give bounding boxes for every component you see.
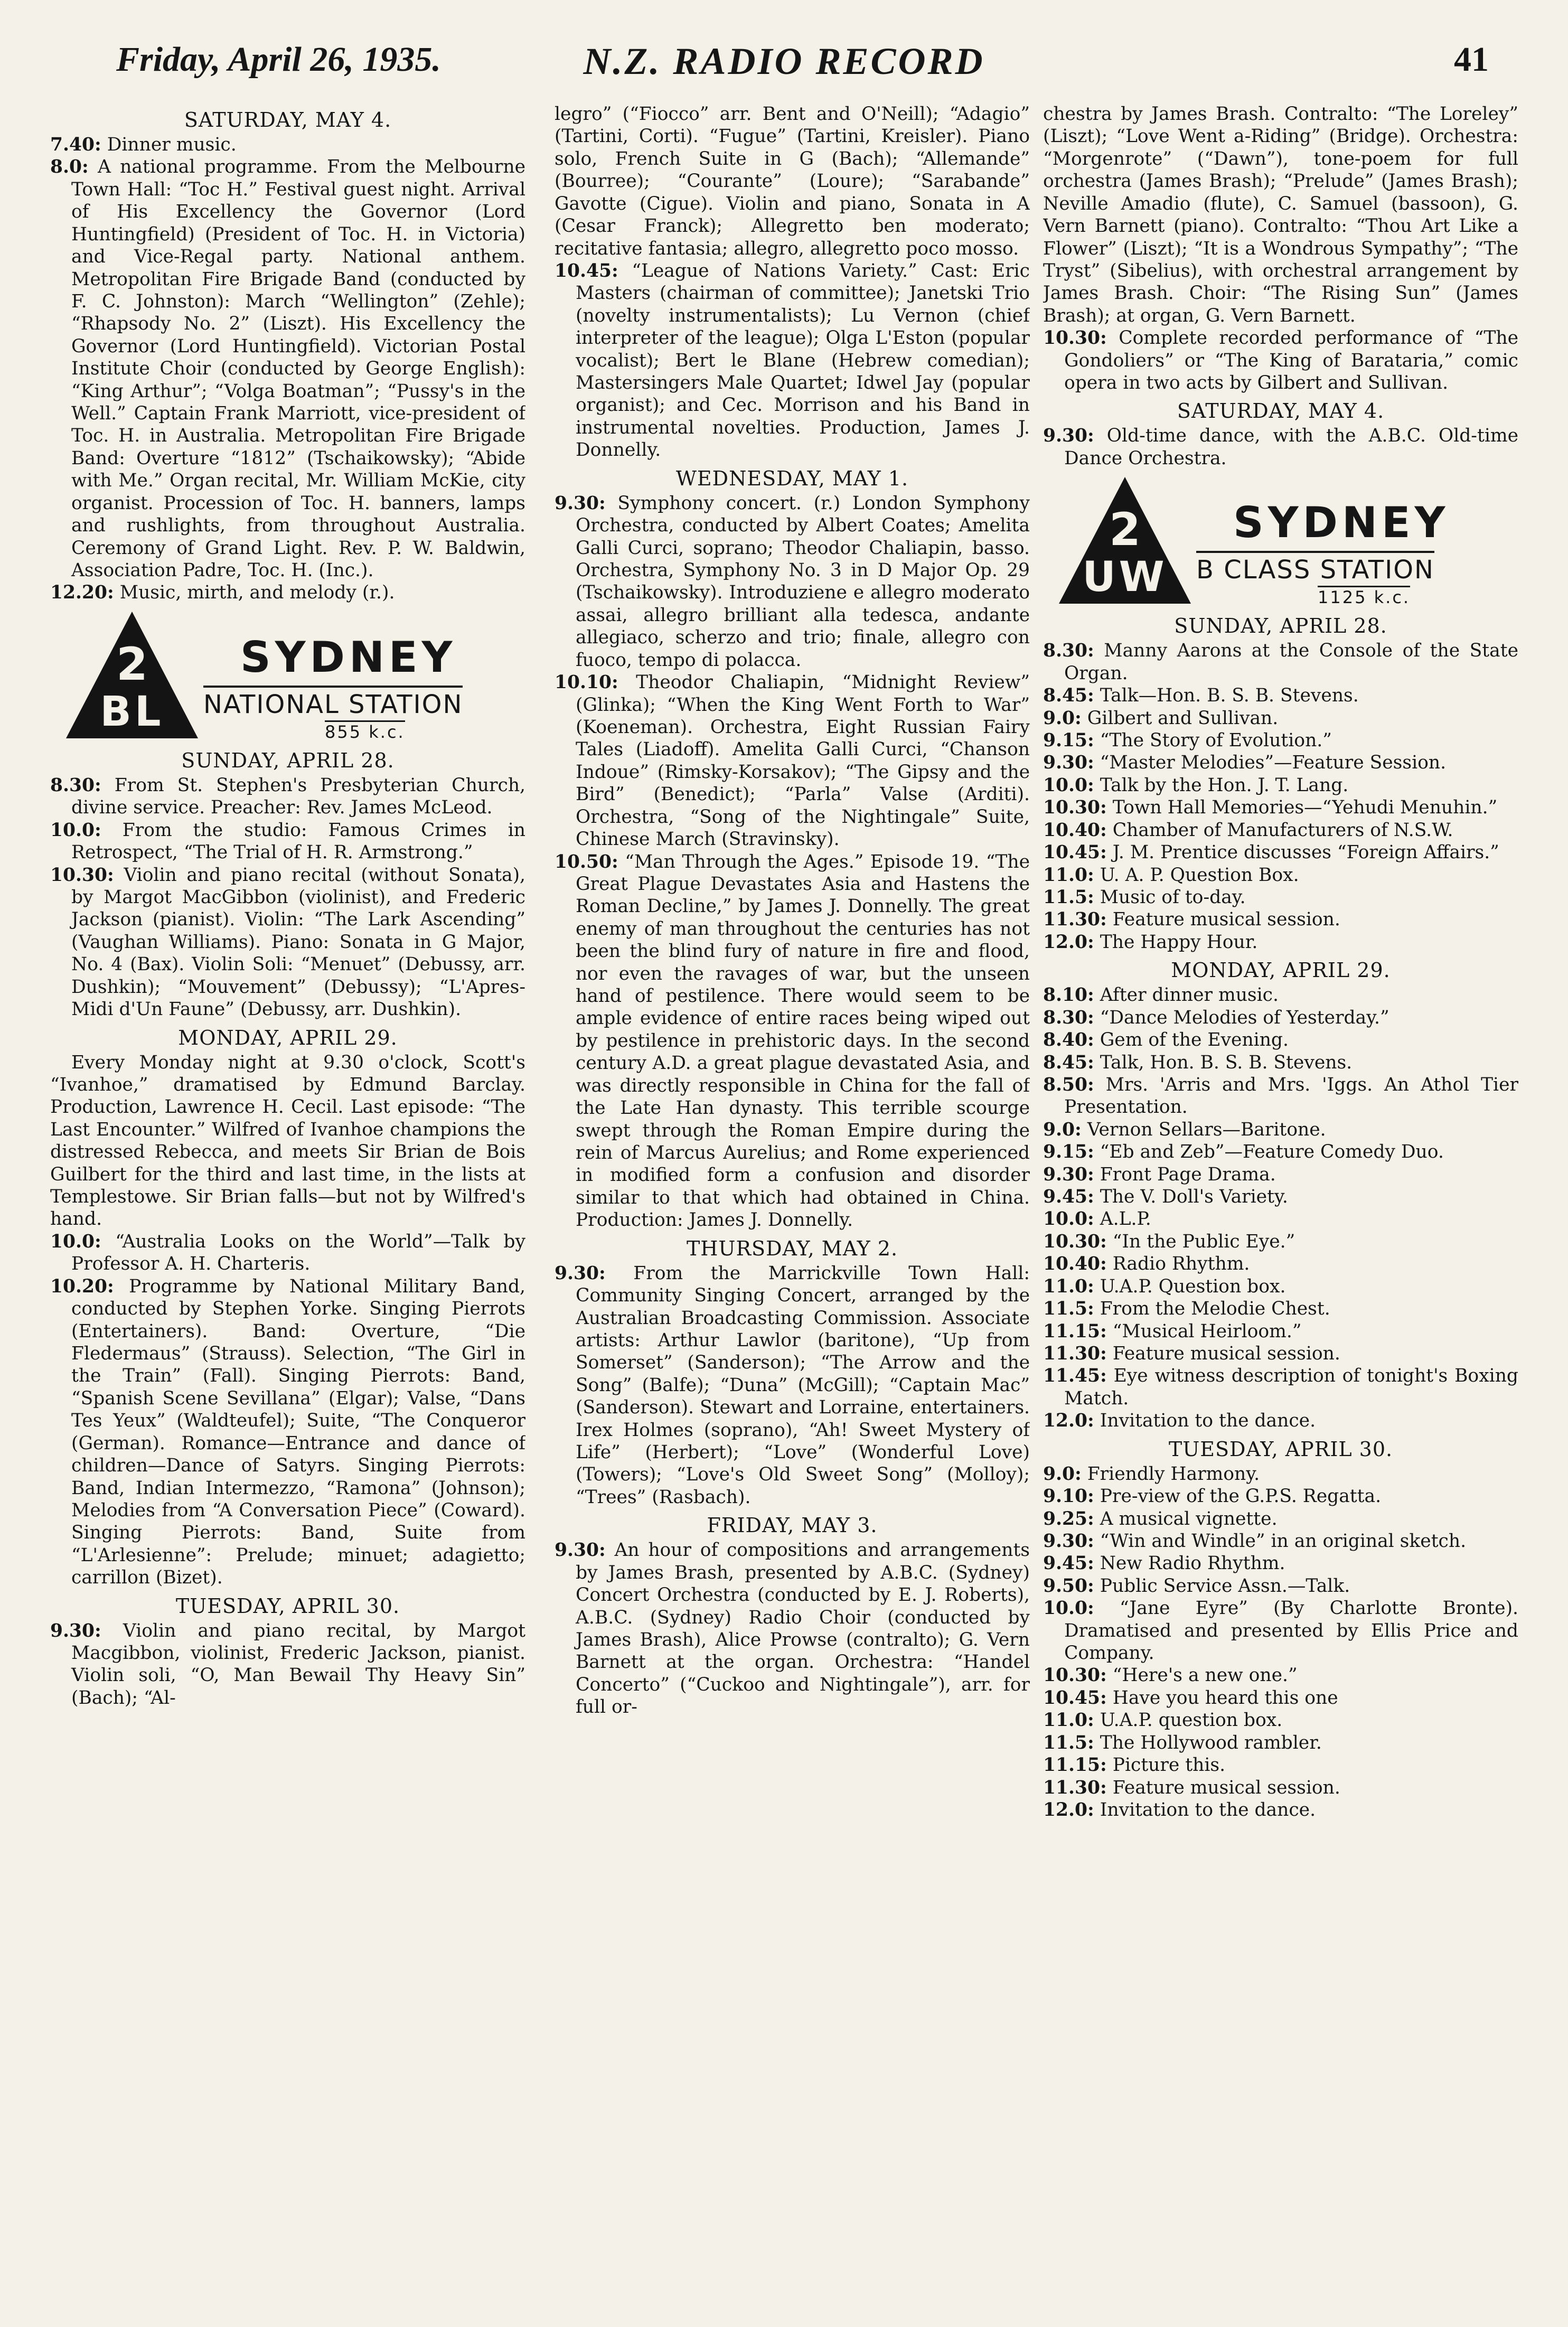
entry-time: 9.0: xyxy=(1043,1119,1082,1140)
programme-entry xyxy=(1043,729,1518,752)
programme-entry xyxy=(1043,1074,1518,1119)
entry-text: Talk—Hon. B. S. B. Stevens. xyxy=(1100,685,1359,707)
entry-time: 9.45: xyxy=(1043,1186,1094,1208)
entry-time: 9.30: xyxy=(50,1620,101,1641)
programme-entry xyxy=(1043,984,1518,1006)
entry-time: 9.30: xyxy=(1043,1530,1094,1552)
entry-time: 9.30: xyxy=(1043,752,1094,774)
entry-time: 8.30: xyxy=(50,774,101,796)
entry-time: 9.30: xyxy=(1043,425,1094,447)
entry-text: U.A.P. question box. xyxy=(1100,1710,1283,1731)
programme-entry xyxy=(1043,908,1518,931)
entry-time: 12.0: xyxy=(1043,1410,1094,1432)
entry-text: Eye witness description of tonight's Boxing Match. xyxy=(1064,1365,1518,1409)
station-callsign: UW xyxy=(1082,553,1168,602)
station-city: SYDNEY xyxy=(240,632,457,682)
entry-text: J. M. Prentice discusses “Foreign Affairs.” xyxy=(1112,842,1499,864)
entry-text: Music, mirth, and melody (r.). xyxy=(119,582,395,604)
entry-time: 10.10: xyxy=(555,672,618,693)
entry-text: Violin and piano recital, by Margot Macgibbon, violinist, Frederic Jackson, pianist. Violin soli, “O, Man Bewail Thy Heavy Sin” (Bach); “Al- xyxy=(71,1620,525,1709)
column-3 xyxy=(1043,103,1518,2305)
programme-entry xyxy=(555,671,1030,850)
entry-text: “League of Nations Variety.” Cast: Eric Masters (chairman of committee); Janetski Trio (novelty instrumentalists); Lu Vernon (chief interpreter of the league); Olga L'Eston (popular vocalist); Bert le Blane (Hebrew comedian); Mastersingers Male Quartet; Idwel Jay (popular organist); and Cec. Morrison and his Band in instrumental novelties. Production, James J. Donnelly. xyxy=(576,260,1030,461)
programme-entry xyxy=(555,1539,1030,1718)
programme-entry xyxy=(1043,1508,1518,1530)
day-heading: SUNDAY, APRIL 28. xyxy=(181,748,395,772)
entry-text: Feature musical session. xyxy=(1112,909,1340,931)
entry-time: 9.0: xyxy=(1043,1463,1082,1485)
day-heading: MONDAY, APRIL 29. xyxy=(1171,959,1391,982)
programme-entry xyxy=(1043,707,1518,729)
entry-time: 9.15: xyxy=(1043,730,1094,752)
programme-entry xyxy=(1043,1052,1518,1074)
day-heading: MONDAY, APRIL 29. xyxy=(178,1026,398,1049)
entry-time: 10.30: xyxy=(1043,1231,1107,1252)
entry-text: “The Story of Evolution.” xyxy=(1100,730,1332,752)
entry-time: 10.20: xyxy=(50,1275,114,1297)
programme-entry xyxy=(50,1275,525,1589)
programme-entry xyxy=(1043,1320,1518,1343)
entry-time: 11.15: xyxy=(1043,1754,1107,1776)
programme-entry xyxy=(1043,774,1518,796)
entry-text: Gilbert and Sullivan. xyxy=(1087,707,1279,729)
programme-entry xyxy=(1043,1664,1518,1686)
entry-time: 10.50: xyxy=(555,851,618,872)
programme-entry xyxy=(555,492,1030,671)
programme-entry xyxy=(1043,640,1518,684)
entry-time: 8.30: xyxy=(1043,1007,1094,1028)
entry-text: Radio Rhythm. xyxy=(1112,1253,1250,1275)
day-heading: SATURDAY, MAY 4. xyxy=(184,108,392,132)
entry-time: 9.30: xyxy=(555,1540,606,1561)
programme-entry xyxy=(50,864,525,1021)
entry-time: 9.10: xyxy=(1043,1486,1094,1507)
station-number: 2 xyxy=(1109,503,1141,557)
programme-paragraph: chestra by James Brash. Contralto: “The Loreley” (Liszt); “Love Went a-Riding” (Bridge). Orchestra: “Morgenrote” (“Dawn”), tone-poem for full orchestra (James Brash); “Prelude” (James Brash); Neville Amadio (flute), C. Samuel (bassoon), G. Vern Barnett (piano). Contralto: “Thou Art Like a Flower” (Liszt); “It is a Wondrous Sympathy”; “The Tryst” (Sibelius), with orchestral arrangement by James Brash. Choir: “The Rising Sun” (James Brash); at organ, G. Vern Barnett. xyxy=(1043,104,1518,326)
entry-time: 11.5: xyxy=(1043,1732,1094,1753)
entry-time: 8.30: xyxy=(1043,640,1094,662)
entry-text: Feature musical session. xyxy=(1112,1343,1340,1364)
entry-time: 9.0: xyxy=(1043,707,1082,729)
programme-entry xyxy=(1043,819,1518,841)
entry-time: 10.30: xyxy=(1043,327,1107,349)
entry-time: 11.30: xyxy=(1043,909,1107,931)
programme-entry xyxy=(1043,1298,1518,1320)
day-heading: WEDNESDAY, MAY 1. xyxy=(675,466,909,490)
station-class: B CLASS STATION xyxy=(1196,551,1434,585)
programme-entry xyxy=(1043,1186,1518,1208)
entry-text: A.L.P. xyxy=(1100,1208,1151,1230)
programme-entry xyxy=(1043,1485,1518,1507)
day-heading: SATURDAY, MAY 4. xyxy=(1177,399,1385,423)
programme-entry xyxy=(1043,1687,1518,1709)
programme-entry xyxy=(1043,1552,1518,1574)
entry-text: From the Melodie Chest. xyxy=(1100,1298,1330,1320)
entry-time: 12.20: xyxy=(50,582,114,604)
station-number: 2 xyxy=(116,637,148,691)
programme-entry xyxy=(1043,931,1518,953)
entry-text: U.A.P. Question box. xyxy=(1100,1275,1286,1297)
entry-text: Feature musical session. xyxy=(1112,1777,1340,1798)
entry-time: 9.25: xyxy=(1043,1508,1094,1530)
entry-text: U. A. P. Question Box. xyxy=(1100,864,1299,886)
programme-entry xyxy=(1043,864,1518,886)
entry-time: 11.5: xyxy=(1043,1298,1094,1320)
station-banner-uw xyxy=(1043,477,1518,609)
entry-text: Symphony concert. (r.) London Symphony Orchestra, conducted by Albert Coates; Amelita Galli Curci, soprano; Theodor Chaliapin, basso. Orchestra, Symphony No. 3 in D Major Op. 29 (Tschaikowsky). Introduziene e allegro moderato assai, allegro brilliant alla tedesca, andante allegiaco, scherzo and trio; finale, allegro con fuoco, tempo di polacca. xyxy=(576,492,1030,671)
entry-time: 12.0: xyxy=(1043,931,1094,953)
entry-time: 11.0: xyxy=(1043,1710,1094,1731)
day-heading: SUNDAY, APRIL 28. xyxy=(1174,614,1387,638)
entry-text: “Eb and Zeb”—Feature Comedy Duo. xyxy=(1100,1141,1444,1163)
entry-text: Pre-view of the G.P.S. Regatta. xyxy=(1100,1486,1382,1507)
entry-time: 9.30: xyxy=(555,492,606,514)
entry-time: 8.50: xyxy=(1043,1074,1094,1095)
entry-time: 10.40: xyxy=(1043,819,1107,841)
entry-text: Talk by the Hon. J. T. Lang. xyxy=(1100,774,1349,796)
entry-time: 10.45: xyxy=(1043,1687,1107,1709)
entry-text: The Hollywood rambler. xyxy=(1100,1732,1322,1753)
entry-time: 10.40: xyxy=(1043,1253,1107,1275)
programme-entry xyxy=(1043,684,1518,707)
entry-time: 11.30: xyxy=(1043,1777,1107,1798)
entry-text: From the Marrickville Town Hall: Community Singing Concert, arranged by the Australian Broadcasting Commission. Associate artists: Arthur Lawlor (baritone), “Up from Somerset” (Sanderson); “The Arrow and the Song” (Balfe); “Duna” (McGill); “Captain Mac” (Sanderson). Stewart and Lorraine, entertainers. Irex Holmes (soprano), “Ah! Sweet Mystery of Life” (Herbert); “Love” (Wonderful Love) (Towers); “Love's Old Sweet Song” (Molloy); “Trees” (Rasbach). xyxy=(576,1262,1030,1508)
column-2 xyxy=(555,103,1030,2305)
entry-time: 10.45: xyxy=(1043,842,1107,864)
entry-time: 9.15: xyxy=(1043,1141,1094,1163)
programme-entry xyxy=(1043,752,1518,774)
entry-text: Invitation to the dance. xyxy=(1100,1799,1316,1821)
station-class: NATIONAL STATION xyxy=(203,686,463,719)
programme-entry xyxy=(1043,1275,1518,1298)
station-frequency: 855 k.c. xyxy=(325,720,405,742)
entry-time: 11.0: xyxy=(1043,864,1094,886)
entry-time: 8.40: xyxy=(1043,1029,1094,1051)
programme-entry xyxy=(1043,886,1518,908)
entry-text: From the studio: Famous Crimes in Retrospect, “The Trial of H. R. Armstrong.” xyxy=(71,819,525,864)
column-1 xyxy=(50,103,525,2305)
day-heading: THURSDAY, MAY 2. xyxy=(686,1236,898,1260)
entry-time: 10.30: xyxy=(1043,797,1107,819)
programme-entry xyxy=(1043,1164,1518,1186)
programme-entry xyxy=(1043,1119,1518,1141)
entry-text: “In the Public Eye.” xyxy=(1112,1231,1295,1252)
entry-text: Dinner music. xyxy=(107,134,237,155)
programme-entry xyxy=(1043,1530,1518,1552)
entry-text: “Man Through the Ages.” Episode 19. “The Great Plague Devastates Asia and Hastens the Roman Decline,” by James J. Donnelly. The great enemy of man throughout the centuries has not been the blind fury of nature in fire and flood, nor even the ravages of war, but the unseen hand of pestilence. There would seem to be ample evidence of entire races being wiped out by pestilence in prehistoric days. In the second century A.D. a great plague devastated Asia, and was directly responsible in China for the fall of the Late Han dynasty. This terrible scourge swept through the Roman Empire during the rein of Marcus Aurelius; and Rome experienced in modified form a confusion and disorder similar to that which had obtained in China. Production: James J. Donnelly. xyxy=(576,851,1030,1231)
entry-text: Town Hall Memories—“Yehudi Menuhin.” xyxy=(1112,797,1498,819)
programme-entry xyxy=(50,819,525,864)
programme-paragraph: Every Monday night at 9.30 o'clock, Scott's “Ivanhoe,” dramatised by Edmund Barclay. Production, Lawrence H. Cecil. Last episode: “The Last Encounter.” Wilfred of Ivanhoe champions the distressed Rebecca, and meets Sir Brian de Bois Guilbert for the third and last time, in the lists at Templestowe. Sir Brian falls—but not by Wilfred's hand. xyxy=(50,1052,525,1230)
entry-text: Friendly Harmony. xyxy=(1087,1463,1260,1485)
entry-text: Have you heard this one xyxy=(1112,1687,1338,1709)
programme-entry xyxy=(50,134,525,156)
programme-entry xyxy=(1043,327,1518,394)
entry-text: Theodor Chaliapin, “Midnight Review” (Glinka); “When the King Went Forth to War” (Koeneman). Orchestra, Eight Russian Fairy Tales (Liadoff). Amelita Galli Curci, “Chanson Indoue” (Rimsky-Korsakov); “The Gipsy and the Bird” (Benedict); “Parla” Valse (Arditi). Orchestra, “Song of the Nightingale” Suite, Chinese March (Stravinsky). xyxy=(576,672,1030,850)
entry-time: 10.0: xyxy=(50,1231,101,1252)
programme-entry xyxy=(1043,425,1518,470)
programme-entry xyxy=(50,1231,525,1275)
programme-entry xyxy=(1043,1231,1518,1253)
entry-text: Vernon Sellars—Baritone. xyxy=(1087,1119,1326,1140)
programme-entry xyxy=(1043,1732,1518,1754)
entry-time: 9.50: xyxy=(1043,1575,1094,1597)
programme-entry xyxy=(555,1262,1030,1509)
programme-entry xyxy=(1043,1365,1518,1410)
entry-text: “Master Melodies”—Feature Session. xyxy=(1100,752,1447,774)
day-heading: TUESDAY, APRIL 30. xyxy=(1168,1437,1393,1461)
entry-text: Programme by National Military Band, conducted by Stephen Yorke. Singing Pierrots (Entertainers). Band: Overture, “Die Fledermaus” (Strauss). Selection, “The Girl in the Train” (Fall). Singing Pierrots: Band, “Spanish Scene Sevillana” (Elgar); Valse, “Dans Tes Yeux” (Waldteufel); Suite, “The Conqueror (German). Romance—Entrance and dance of children—Dance of Satyrs. Singing Pierrots: Band, Indian Intermezzo, “Ramona” (Johnson); Melodies from “A Conversation Piece” (Coward). Singing Pierrots: Band, Suite from “L'Arlesienne”: Prelude; minuet; adagietto; carrillon (Bizet). xyxy=(71,1275,525,1589)
entry-text: “Jane Eyre” (By Charlotte Bronte). Dramatised and presented by Ellis Price and Company. xyxy=(1064,1598,1518,1664)
entry-time: 8.45: xyxy=(1043,1052,1094,1073)
entry-text: Talk, Hon. B. S. B. Stevens. xyxy=(1100,1052,1353,1073)
programme-entry xyxy=(1043,1777,1518,1799)
entry-text: A national programme. From the Melbourne Town Hall: “Toc H.” Festival guest night. Arrival of His Excellency the Governor (Lord Huntingfield) (President of Toc. H. in Victoria) and Vice-Regal party. National anthem. Metropolitan Fire Brigade Band (conducted by F. C. Johnston): March “Wellington” (Zehle); “Rhapsody No. 2” (Liszt). His Excellency the Governor (Lord Huntingfield). Victorian Postal Institute Choir (conducted by George English): “King Arthur”; “Volga Boatman”; “Pussy's in the Well.” Captain Frank Marriott, vice-president of Toc. H. in Australia. Metropolitan Fire Brigade Band: Overture “1812” (Tschaikowsky); “Abide with Me.” Organ recital, Mr. William McKie, city organist. Procession of Toc. H. banners, lamps and rushlights, from throughout Australia. Ceremony of Grand Light. Rev. P. W. Baldwin, Association Padre, Toc. H. (Inc.). xyxy=(71,156,525,581)
entry-time: 9.45: xyxy=(1043,1553,1094,1574)
entry-time: 10.0: xyxy=(1043,1208,1094,1230)
entry-text: Chamber of Manufacturers of N.S.W. xyxy=(1112,819,1453,841)
programme-entry xyxy=(50,1620,525,1710)
entry-time: 10.45: xyxy=(555,260,618,282)
programme-entry xyxy=(1043,1597,1518,1664)
page-number: 41 xyxy=(1454,40,1489,79)
entry-text: Mrs. 'Arris and Mrs. 'Iggs. An Athol Tier Presentation. xyxy=(1064,1074,1518,1118)
entry-time: 10.30: xyxy=(50,864,114,886)
programme-entry xyxy=(1043,1410,1518,1432)
entry-time: 11.30: xyxy=(1043,1343,1107,1364)
entry-time: 10.0: xyxy=(1043,774,1094,796)
entry-text: New Radio Rhythm. xyxy=(1100,1553,1285,1574)
entry-time: 10.0: xyxy=(1043,1598,1094,1619)
entry-text: The Happy Hour. xyxy=(1100,931,1258,953)
programme-entry xyxy=(555,260,1030,462)
entry-text: “Dance Melodies of Yesterday.” xyxy=(1100,1007,1389,1028)
entry-text: The V. Doll's Variety. xyxy=(1100,1186,1288,1208)
day-heading: FRIDAY, MAY 3. xyxy=(707,1514,878,1537)
entry-time: 9.30: xyxy=(555,1262,606,1284)
programme-entry xyxy=(1043,1029,1518,1051)
station-callsign: BL xyxy=(100,688,164,736)
entry-time: 7.40: xyxy=(50,134,101,155)
entry-time: 8.0: xyxy=(50,156,89,178)
entry-time: 11.5: xyxy=(1043,886,1094,908)
programme-entry xyxy=(1043,1208,1518,1230)
entry-text: An hour of compositions and arrangements by James Brash, presented by A.B.C. (Sydney) Concert Orchestra (conducted by E. J. Roberts), A.B.C. (Sydney) Radio Choir (conducted by James Brash), Alice Prowse (contralto); G. Vern Barnett at the organ. Orchestra: “Handel Concerto” (“Cuckoo and Nightingale”), arr. for full or- xyxy=(576,1540,1030,1718)
entry-text: Public Service Assn.—Talk. xyxy=(1100,1575,1350,1597)
programme-entry xyxy=(1043,1575,1518,1597)
entry-text: Old-time dance, with the A.B.C. Old-time Dance Orchestra. xyxy=(1064,425,1518,469)
programme-entry xyxy=(1043,1141,1518,1163)
entry-text: Complete recorded performance of “The Gondoliers” or “The King of Barataria,” comic opera in two acts by Gilbert and Sullivan. xyxy=(1064,327,1518,394)
entry-text: “Here's a new one.” xyxy=(1112,1665,1298,1686)
entry-text: Music of to-day. xyxy=(1100,886,1246,908)
programme-entry xyxy=(50,156,525,581)
entry-text: “Win and Windle” in an original sketch. xyxy=(1100,1530,1467,1552)
programme-entry xyxy=(555,851,1030,1232)
entry-text: Gem of the Evening. xyxy=(1100,1029,1289,1051)
programme-entry xyxy=(50,774,525,819)
entry-time: 11.45: xyxy=(1043,1365,1107,1387)
entry-time: 12.0: xyxy=(1043,1799,1094,1821)
programme-entry xyxy=(1043,1754,1518,1776)
entry-time: 10.0: xyxy=(50,819,101,841)
programme-entry xyxy=(1043,1343,1518,1365)
programme-entry xyxy=(1043,1709,1518,1731)
entry-text: A musical vignette. xyxy=(1100,1508,1278,1530)
programme-paragraph: legro” (“Fiocco” arr. Bent and O'Neill); “Adagio” (Tartini, Corti). “Fugue” (Tartini, Kreisler). Piano solo, French Suite in G (Bach); “Allemande” (Bourree); “Courante” (Loure); “Sarabande” Gavotte (Cigue). Violin and piano, Sonata in A (Cesar Franck); Allegretto ben moderato; recitative fantasia; allegro, allegretto poco mosso. xyxy=(555,104,1030,259)
entry-time: 8.45: xyxy=(1043,685,1094,707)
entry-text: After dinner music. xyxy=(1100,984,1279,1006)
page-header xyxy=(79,40,1489,98)
station-city: SYDNEY xyxy=(1233,498,1450,548)
entry-text: Picture this. xyxy=(1112,1754,1226,1776)
day-heading: TUESDAY, APRIL 30. xyxy=(175,1594,400,1618)
entry-text: Violin and piano recital (without Sonata), by Margot MacGibbon (violinist), and Frederic Jackson (pianist). Violin: “The Lark Ascending” (Vaughan Williams). Piano: Sonata in G Major, No. 4 (Bax). Violin Soli: “Menuet” (Debussy, arr. Dushkin); “Mouvement” (Debussy); “L'Apres-Midi d'Un Faune” (Debussy, arr. Dushkin). xyxy=(71,864,525,1020)
entry-time: 8.10: xyxy=(1043,984,1094,1006)
entry-text: Manny Aarons at the Console of the State Organ. xyxy=(1064,640,1518,684)
issue-date: Friday, April 26, 1935. xyxy=(116,40,441,79)
entry-text: “Musical Heirloom.” xyxy=(1112,1320,1302,1342)
entry-time: 9.30: xyxy=(1043,1164,1094,1185)
entry-time: 10.30: xyxy=(1043,1665,1107,1686)
programme-entry xyxy=(50,581,525,604)
entry-text: “Australia Looks on the World”—Talk by Professor A. H. Charteris. xyxy=(71,1231,525,1275)
entry-text: From St. Stephen's Presbyterian Church, divine service. Preacher: Rev. James McLeod. xyxy=(71,774,525,819)
entry-time: 11.0: xyxy=(1043,1275,1094,1297)
programme-entry xyxy=(1043,796,1518,819)
programme-entry xyxy=(1043,1799,1518,1821)
programme-entry xyxy=(1043,1007,1518,1029)
publication-title: N.Z. RADIO RECORD xyxy=(583,40,985,82)
station-frequency: 1125 k.c. xyxy=(1318,586,1410,607)
programme-entry xyxy=(1043,841,1518,864)
station-banner-bl xyxy=(50,612,525,744)
entry-text: Front Page Drama. xyxy=(1100,1164,1276,1185)
programme-entry xyxy=(1043,1463,1518,1485)
entry-text: Invitation to the dance. xyxy=(1100,1410,1316,1432)
programme-entry xyxy=(1043,1253,1518,1275)
entry-time: 11.15: xyxy=(1043,1320,1107,1342)
